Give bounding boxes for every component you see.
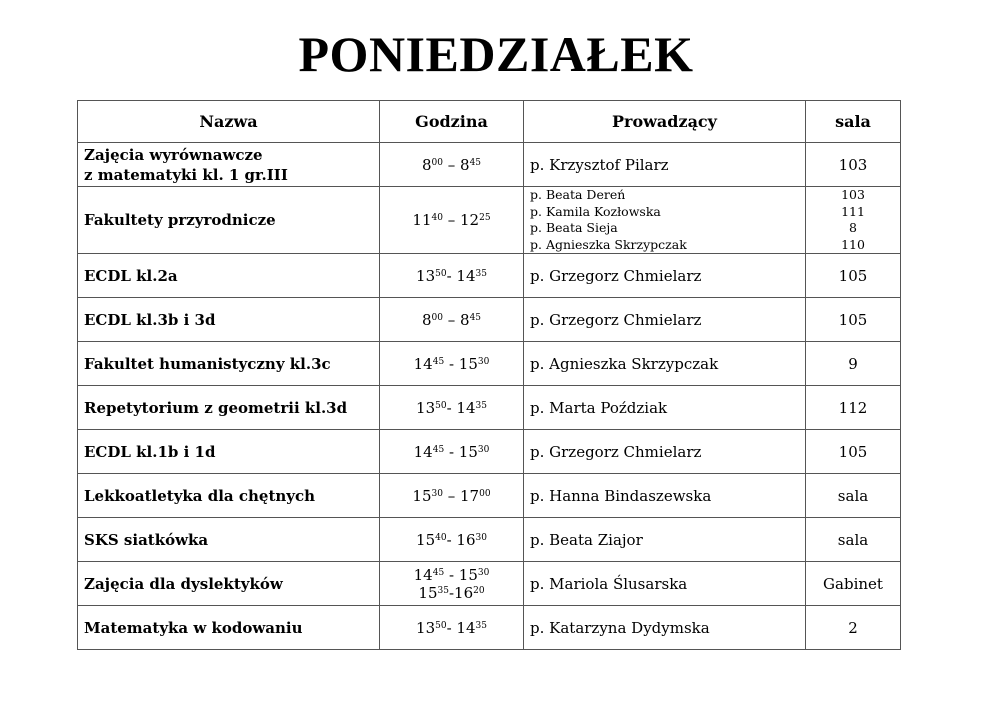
room-number: 105 (838, 266, 868, 285)
room-number: 8 (849, 220, 857, 235)
time-range (386, 355, 517, 373)
time-hour: 15 (416, 530, 436, 549)
room-cell (806, 298, 901, 342)
time-minutes: 00 (431, 312, 443, 323)
room-number: 111 (841, 203, 865, 219)
activity-name: ECDL kl.3b i 3d (84, 310, 216, 329)
teacher-name: p. Beata Sieja (530, 220, 618, 235)
time-minutes: 30 (477, 444, 490, 455)
header-row (78, 101, 901, 143)
time-hour: 8 (460, 310, 470, 329)
time-hour: 16 (456, 530, 476, 549)
teacher-name: p. Agnieszka Skrzypczak (530, 236, 687, 252)
activity-name: ECDL kl.1b i 1d (84, 442, 216, 461)
time-hour: 13 (416, 266, 436, 285)
time-cell (380, 342, 524, 386)
activity-name: Repetytorium z geometrii kl.3d (84, 398, 348, 417)
room-cell (806, 606, 901, 650)
time-minutes: 35 (475, 400, 487, 411)
room-cell (806, 187, 901, 254)
time-separator: - (446, 530, 457, 549)
room-number: Gabinet (823, 574, 883, 593)
time-cell (380, 187, 524, 254)
time-hour: 17 (460, 486, 480, 505)
time-hour: 11 (412, 211, 432, 229)
time-cell (380, 298, 524, 342)
time-hour: 15 (458, 354, 478, 373)
teacher-name: p. Hanna Bindaszewska (530, 486, 712, 505)
activity-name-cell (78, 143, 380, 187)
activity-name-cell (78, 386, 380, 430)
time-range (386, 156, 517, 174)
activity-name: Fakultety przyrodnicze (84, 211, 276, 229)
time-range (386, 311, 517, 329)
time-hour: 16 (454, 583, 474, 602)
time-hour: 14 (456, 266, 476, 285)
time-hour: 15 (418, 583, 438, 602)
time-minutes: 30 (477, 567, 490, 578)
teacher-cell (524, 342, 806, 386)
time-separator: - (448, 583, 455, 602)
time-separator: - (446, 398, 457, 417)
room-number: 112 (838, 398, 868, 417)
time-range (386, 267, 517, 285)
time-minutes: 30 (477, 356, 490, 367)
activity-name-cell (78, 430, 380, 474)
table-row (78, 254, 901, 298)
room-number: 105 (838, 442, 868, 461)
table-row (78, 143, 901, 187)
teacher-cell (524, 254, 806, 298)
table-row (78, 298, 901, 342)
table-row (78, 187, 901, 254)
table-row (78, 386, 901, 430)
time-hour: 15 (412, 486, 432, 505)
activity-name: Lekkoatletyka dla chętnych (84, 486, 316, 505)
room-number: 103 (841, 187, 865, 202)
activity-name: Zajęcia dla dyslektyków (84, 574, 283, 593)
time-hour: 14 (456, 618, 476, 637)
room-cell (806, 474, 901, 518)
time-cell (380, 254, 524, 298)
table-row (78, 562, 901, 606)
table-row (78, 518, 901, 562)
time-separator: - (446, 618, 457, 637)
activity-name-cell (78, 187, 380, 254)
activity-name-cell (78, 298, 380, 342)
room-cell (806, 518, 901, 562)
teacher-cell (524, 187, 806, 254)
teacher-cell (524, 143, 806, 187)
room-number: 103 (838, 155, 868, 174)
activity-name: ECDL kl.2a (84, 266, 178, 285)
time-hour: 12 (460, 211, 480, 229)
teacher-name: p. Grzegorz Chmielarz (530, 266, 702, 285)
page-title: PONIEDZIAŁEK (298, 26, 694, 82)
room-number: 9 (848, 354, 858, 373)
time-range (386, 443, 517, 461)
time-separator: – (442, 310, 461, 329)
teacher-cell (524, 606, 806, 650)
time-minutes: 00 (479, 488, 491, 499)
time-minutes: 35 (475, 620, 487, 631)
time-minutes: 00 (431, 157, 443, 168)
time-hour: 14 (413, 354, 433, 373)
time-hour: 8 (460, 155, 470, 174)
room-number: sala (837, 486, 869, 505)
activity-name: Matematyka w kodowaniu (84, 618, 303, 637)
room-cell (806, 562, 901, 606)
teacher-cell (524, 386, 806, 430)
time-hour: 8 (421, 155, 432, 174)
teacher-name: p. Agnieszka Skrzypczak (530, 354, 719, 373)
time-minutes: 40 (435, 532, 447, 543)
room-cell (806, 254, 901, 298)
time-minutes: 50 (435, 620, 447, 631)
time-range (386, 399, 517, 417)
schedule-body (78, 143, 901, 650)
time-minutes: 20 (473, 585, 485, 596)
teacher-name: p. Beata Ziajor (530, 530, 643, 549)
time-minutes: 30 (475, 532, 487, 543)
teacher-name: p. Grzegorz Chmielarz (530, 310, 702, 329)
time-hour: 14 (413, 442, 433, 461)
teacher-name: p. Beata Dereń (530, 187, 626, 202)
time-range (386, 619, 517, 637)
time-separator: – (442, 155, 461, 174)
time-minutes: 35 (475, 268, 487, 279)
time-range (386, 211, 517, 229)
table-row (78, 342, 901, 386)
table-row (78, 606, 901, 650)
time-minutes: 45 (469, 312, 482, 323)
time-hour: 8 (421, 310, 432, 329)
table-row (78, 474, 901, 518)
time-separator: - (444, 442, 459, 461)
time-range (386, 584, 517, 602)
time-minutes: 50 (435, 400, 447, 411)
time-hour: 15 (458, 442, 478, 461)
time-minutes: 50 (435, 268, 447, 279)
time-hour: 13 (416, 618, 436, 637)
schedule-table (77, 100, 901, 650)
column-header-room: sala (806, 101, 901, 143)
room-cell (806, 386, 901, 430)
time-cell (380, 474, 524, 518)
room-cell (806, 430, 901, 474)
teacher-cell (524, 298, 806, 342)
activity-name-cell (78, 254, 380, 298)
teacher-name: p. Marta Poździak (530, 398, 668, 417)
activity-name-cell (78, 342, 380, 386)
time-cell (380, 430, 524, 474)
time-minutes: 45 (469, 157, 482, 168)
teacher-cell (524, 430, 806, 474)
time-minutes: 45 (432, 444, 445, 455)
time-separator: – (442, 211, 461, 229)
activity-name-cell (78, 474, 380, 518)
time-separator: - (444, 354, 459, 373)
time-hour: 13 (416, 398, 436, 417)
teacher-cell (524, 474, 806, 518)
activity-name: Fakultet humanistyczny kl.3c (84, 354, 331, 373)
room-cell (806, 342, 901, 386)
time-range (386, 487, 517, 505)
activity-name: SKS siatkówka (84, 530, 209, 549)
time-range (386, 531, 517, 549)
teacher-name: p. Grzegorz Chmielarz (530, 442, 702, 461)
activity-name: z matematyki kl. 1 gr.III (84, 165, 288, 184)
time-minutes: 40 (431, 213, 443, 223)
time-minutes: 25 (479, 213, 491, 223)
time-separator: - (446, 266, 457, 285)
time-cell (380, 518, 524, 562)
time-separator: - (444, 565, 459, 584)
activity-name-cell (78, 518, 380, 562)
teacher-name: p. Kamila Kozłowska (530, 203, 661, 219)
time-cell (380, 386, 524, 430)
teacher-name: p. Mariola Ślusarska (530, 574, 688, 593)
time-range (386, 566, 517, 584)
room-number: 110 (841, 236, 865, 252)
room-number: 2 (848, 618, 858, 637)
room-cell (806, 143, 901, 187)
activity-name: Zajęcia wyrównawcze (84, 145, 263, 164)
column-header-teacher: Prowadzący (524, 101, 806, 143)
table-row (78, 430, 901, 474)
time-hour: 14 (413, 565, 433, 584)
room-number: 105 (838, 310, 868, 329)
time-minutes: 45 (432, 356, 445, 367)
column-header-time: Godzina (380, 101, 524, 143)
activity-name-cell (78, 606, 380, 650)
teacher-cell (524, 518, 806, 562)
time-separator: – (442, 486, 461, 505)
time-minutes: 45 (432, 567, 445, 578)
time-minutes: 30 (431, 488, 443, 499)
teacher-name: p. Krzysztof Pilarz (530, 155, 669, 174)
teacher-cell (524, 562, 806, 606)
column-header-name: Nazwa (78, 101, 380, 143)
activity-name-cell (78, 562, 380, 606)
time-minutes: 35 (437, 585, 449, 596)
teacher-name: p. Katarzyna Dydymska (530, 618, 710, 637)
room-number: sala (837, 530, 869, 549)
time-hour: 15 (458, 565, 478, 584)
time-cell (380, 606, 524, 650)
time-hour: 14 (456, 398, 476, 417)
time-cell (380, 562, 524, 606)
time-cell (380, 143, 524, 187)
